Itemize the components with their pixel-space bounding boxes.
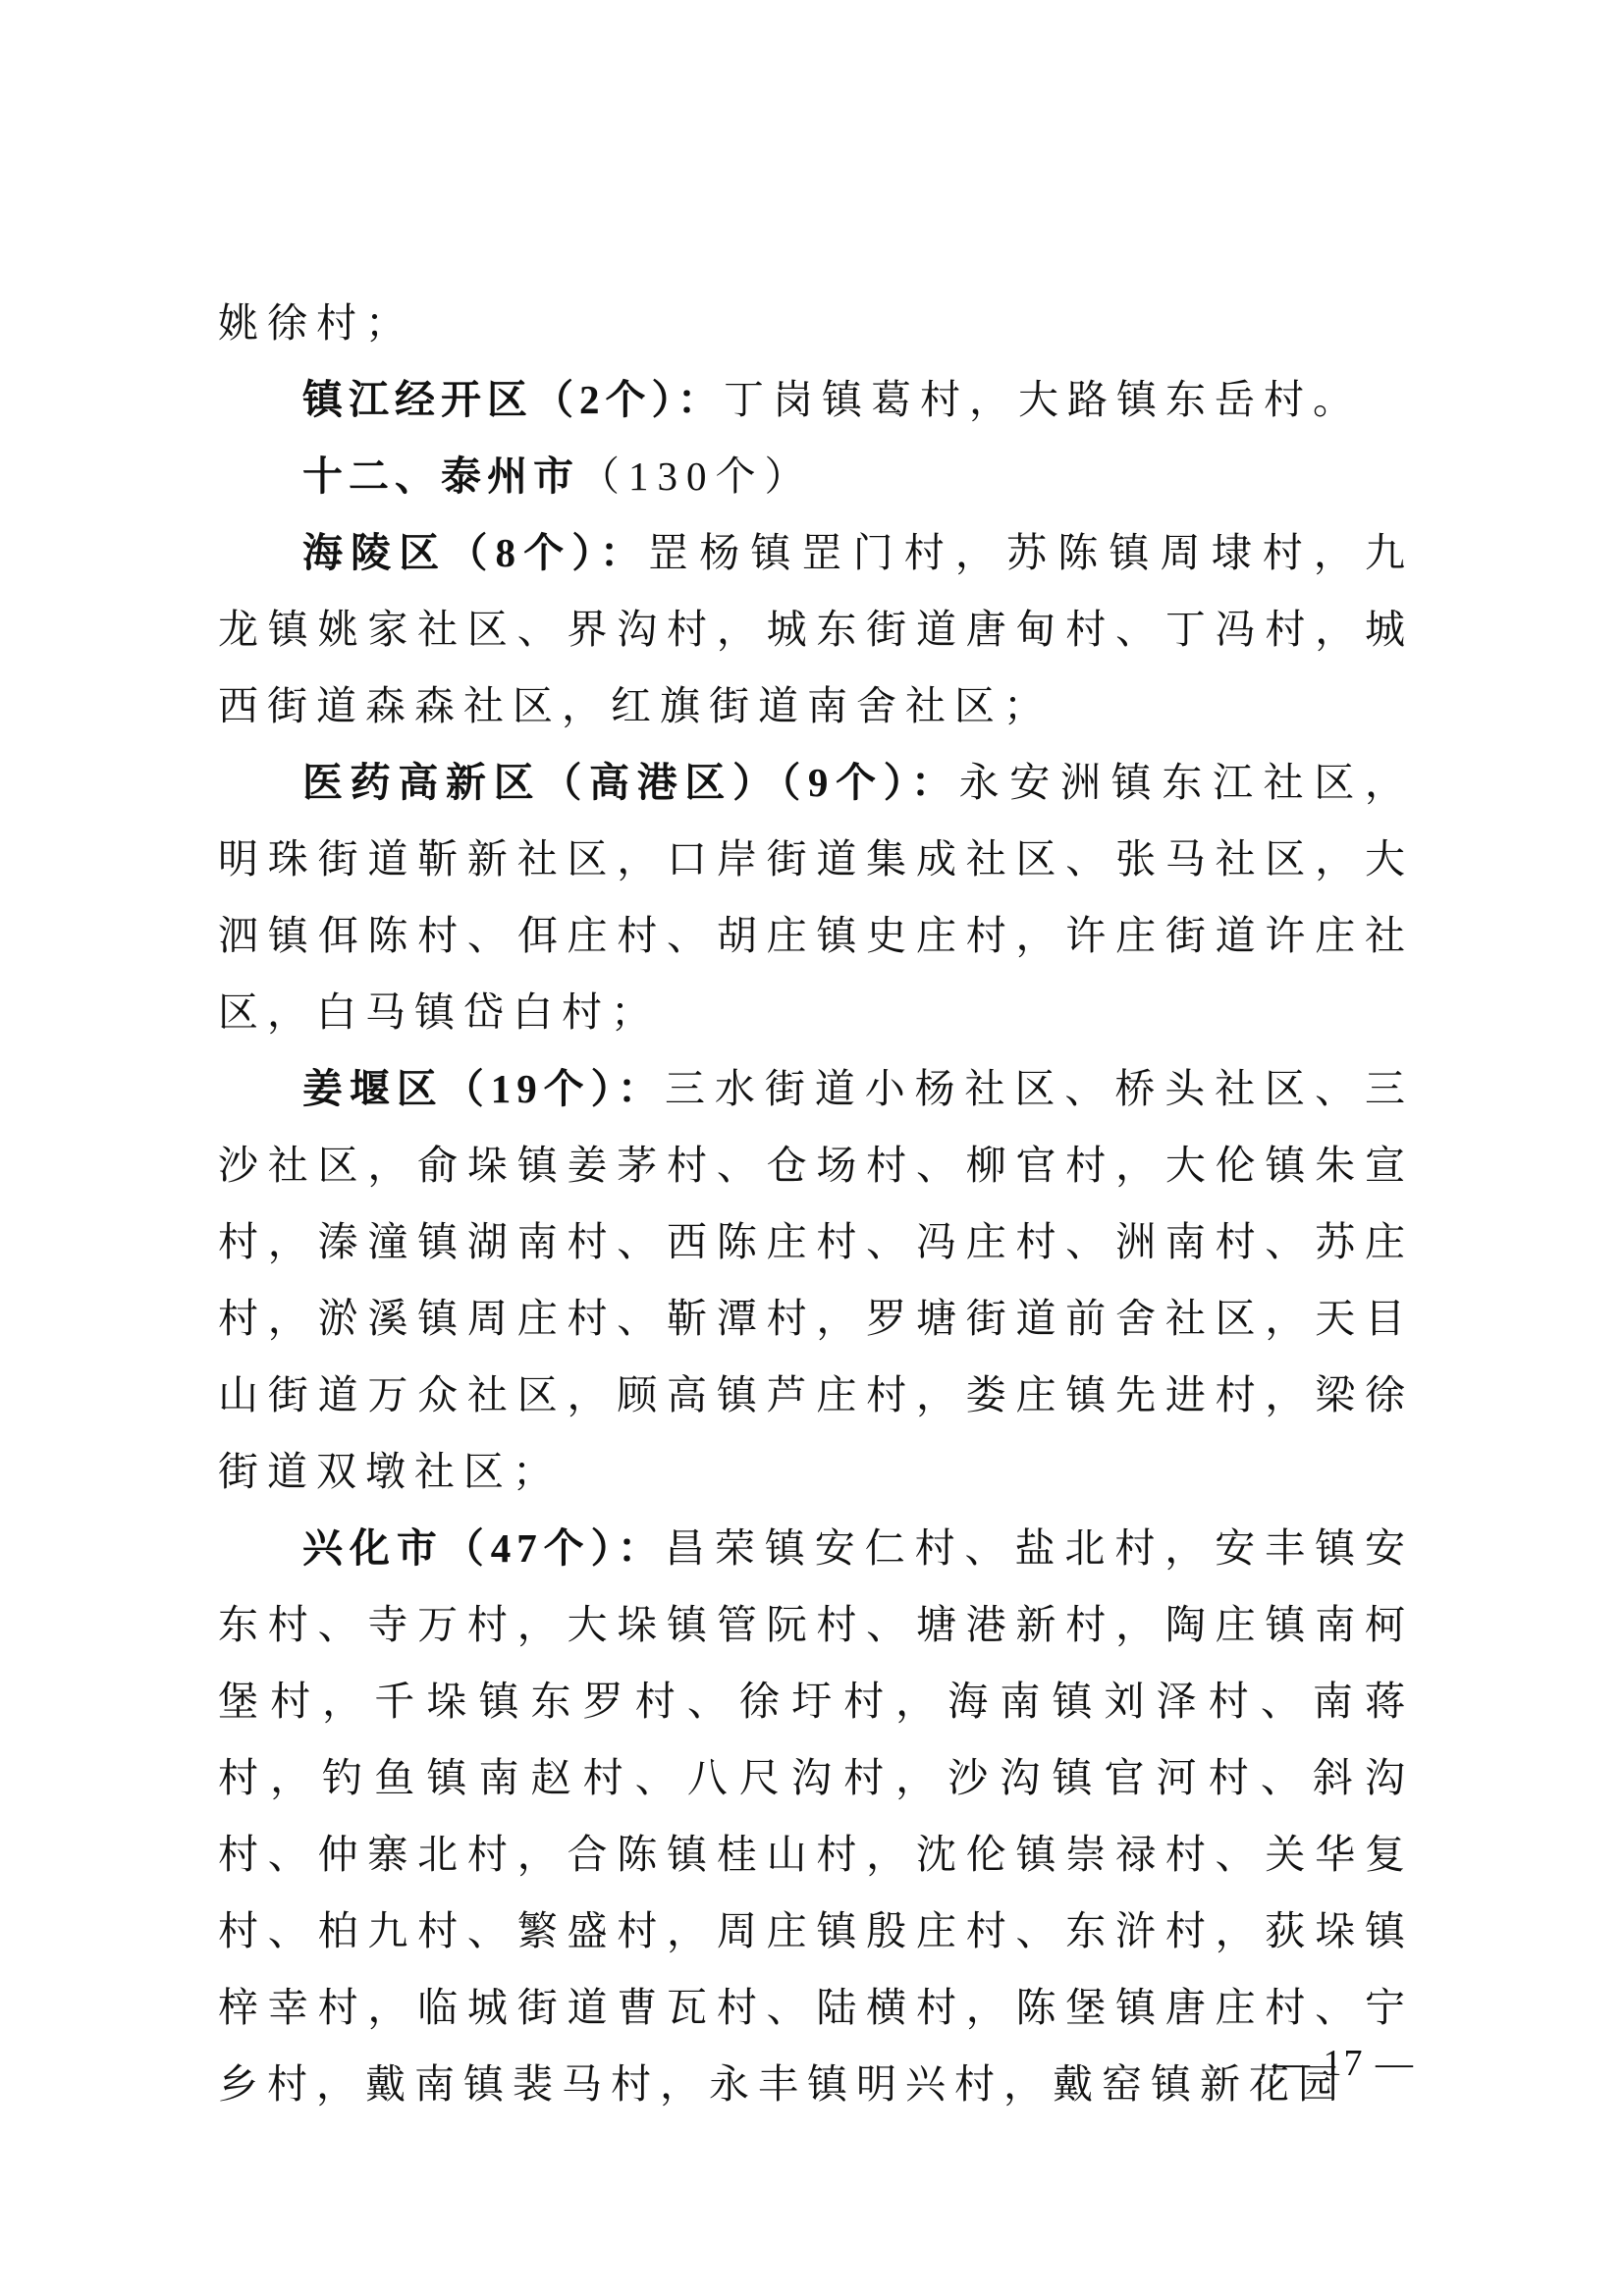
zhenjiang-label (302, 376, 724, 423)
entry-count: （19个）： (443, 1066, 665, 1111)
section-heading (218, 438, 1414, 514)
body-text (218, 285, 1414, 2122)
entry-label (302, 529, 648, 576)
entry-hailing (218, 514, 1414, 744)
entry-name: 医药高新区（高港区） (302, 759, 781, 806)
entry-count: （9个）： (780, 760, 959, 805)
entry-text: 永安洲镇东江社区，明珠街道靳新社区，口岸街道集成社区、张马社区，大泗镇佴陈村、佴庄村、胡庄镇史庄村，许庄街道许庄社区，白马镇岱白村； (218, 759, 1415, 1036)
continuation-line (218, 285, 1414, 361)
entry-label (302, 1065, 665, 1112)
entry-text: 罡杨镇罡门村，苏陈镇周埭村，九龙镇姚家社区、界沟村，城东街道唐甸村、丁冯村，城西街道森森社区，红旗街道南舍社区； (218, 529, 1415, 729)
entry-jiangyan (218, 1050, 1414, 1510)
entry-name: 兴化市 (302, 1524, 444, 1572)
continuation-text: 姚徐村； (218, 299, 414, 347)
zhenjiang-label-name: 镇江经开区 (302, 376, 533, 423)
zhenjiang-item (218, 361, 1414, 438)
section-title: 十二、泰州市 (302, 453, 579, 500)
entry-name: 姜堰区 (302, 1065, 444, 1112)
entry-gaogang (218, 744, 1414, 1050)
page-number: — 17 — (1272, 2043, 1415, 2084)
entry-count: （8个）： (447, 530, 649, 575)
entry-label (302, 1524, 665, 1572)
entry-name: 海陵区 (302, 529, 448, 576)
entry-label (302, 759, 959, 806)
entry-count: （47个）： (443, 1525, 665, 1571)
zhenjiang-text: 丁岗镇葛村，大路镇东岳村。 (724, 376, 1362, 423)
entry-text: 昌荣镇安仁村、盐北村，安丰镇安东村、寺万村，大垛镇管阮村、塘港新村，陶庄镇南柯堡村，千垛镇东罗村、徐圩村，海南镇刘泽村、南蒋村，钓鱼镇南赵村、八尺沟村，沙沟镇官河村、斜沟村、仲寨北村，合陈镇桂山村，沈伦镇崇禄村、关华复村、柏九村、繁盛村，周庄镇殷庄村、东浒村，荻垛镇梓幸村，临城街道曹瓦村、陆横村，陈堡镇唐庄村、宁乡村，戴南镇裴马村，永丰镇明兴村，戴窑镇新花园 (218, 1524, 1415, 2108)
entry-text: 三水街道小杨社区、桥头社区、三沙社区，俞垛镇姜茅村、仓场村、柳官村，大伦镇朱宣村，溱潼镇湖南村、西陈庄村、冯庄村、洲南村、苏庄村，淤溪镇周庄村、靳潭村，罗塘街道前舍社区，天目山街道万众社区，顾高镇芦庄村，娄庄镇先进村，梁徐街道双墩社区； (218, 1065, 1415, 1495)
entry-xinghua (218, 1510, 1414, 2122)
zhenjiang-label-count: （2个）： (533, 377, 724, 422)
section-count: （130个） (579, 454, 814, 499)
